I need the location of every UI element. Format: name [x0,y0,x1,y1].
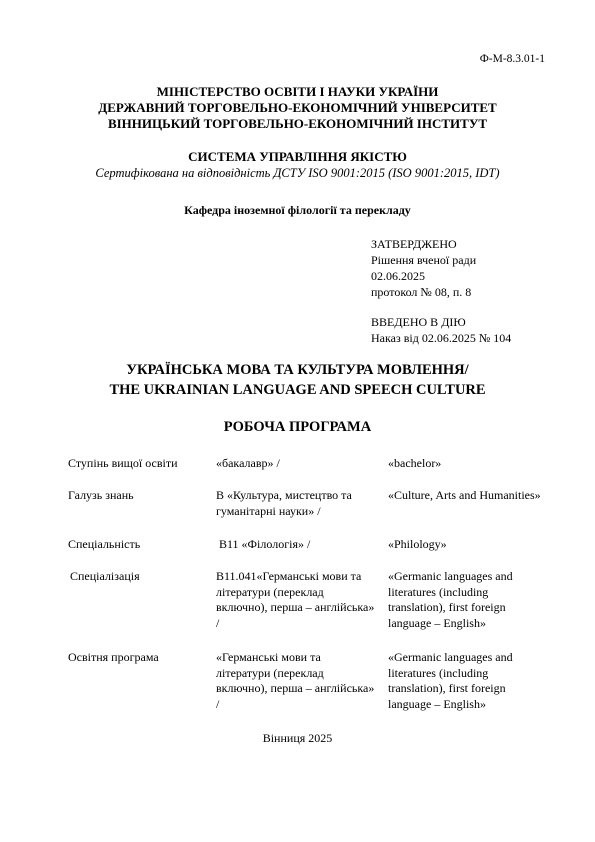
department-name: Кафедра іноземної філології та перекладу [184,203,411,217]
quality-system-title: СИСТЕМА УПРАВЛІННЯ ЯКІСТЮ [188,149,407,164]
row-value-en: «Germanic languages and literatures (including translation), first foreign language – English» [388,650,513,711]
row-label: Спеціальність [68,537,141,551]
approval-date: 02.06.2025 [371,269,425,283]
iso-certification: Сертифікована на відповідність ДСТУ ISO 9001:2015 (ISO 9001:2015, IDT) [95,166,500,180]
row-value-en: «Culture, Arts and Humanities» [388,488,541,502]
row-value-ua: В11.041«Германські мови та літератури (переклад включно), перша – англійська» / [216,569,375,630]
row-value-ua: «Германські мови та літератури (переклад включно), перша – англійська» / [216,650,375,711]
approval-decision: Рішення вченої ради [371,253,477,267]
row-label: Галузь знань [68,488,134,502]
university-name: ДЕРЖАВНИЙ ТОРГОВЕЛЬНО-ЕКОНОМІЧНИЙ УНІВЕРСИТЕТ [98,100,497,115]
ministry-name: МІНІСТЕРСТВО ОСВІТИ І НАУКИ УКРАЇНИ [156,84,439,99]
program-title: РОБОЧА ПРОГРАМА [223,419,372,435]
institute-name: ВІННИЦЬКИЙ ТОРГОВЕЛЬНО-ЕКОНОМІЧНИЙ ІНСТИТУТ [107,116,488,131]
row-value-ua: В «Культура, мистецтво та гуманітарні науки» / [216,488,352,518]
row-value-ua: «бакалавр» / [216,456,280,470]
city-year: Вінниця 2025 [262,731,333,745]
approval-label: ЗАТВЕРДЖЕНО [371,237,457,251]
introduced-label: ВВЕДЕНО В ДІЮ [371,315,466,329]
row-label: Спеціалізація [70,569,140,583]
row-label: Ступінь вищої освіти [68,456,178,470]
course-title-ua: УКРАЇНСЬКА МОВА ТА КУЛЬТУРА МОВЛЕННЯ/ [126,362,469,378]
row-value-en: «Philology» [388,537,447,551]
row-value-ua: В11 «Філологія» / [219,537,311,551]
row-label: Освітня програма [68,650,159,664]
row-value-en: «Germanic languages and literatures (including translation), first foreign language – English» [388,569,513,630]
form-code: Ф-М-8.3.01-1 [479,53,545,65]
approval-protocol: протокол № 08, п. 8 [371,285,472,299]
introduced-order: Наказ від 02.06.2025 № 104 [371,331,512,345]
course-title-en: THE UKRAINIAN LANGUAGE AND SPEECH CULTURE [109,382,486,398]
row-value-en: «bachelor» [388,456,442,470]
